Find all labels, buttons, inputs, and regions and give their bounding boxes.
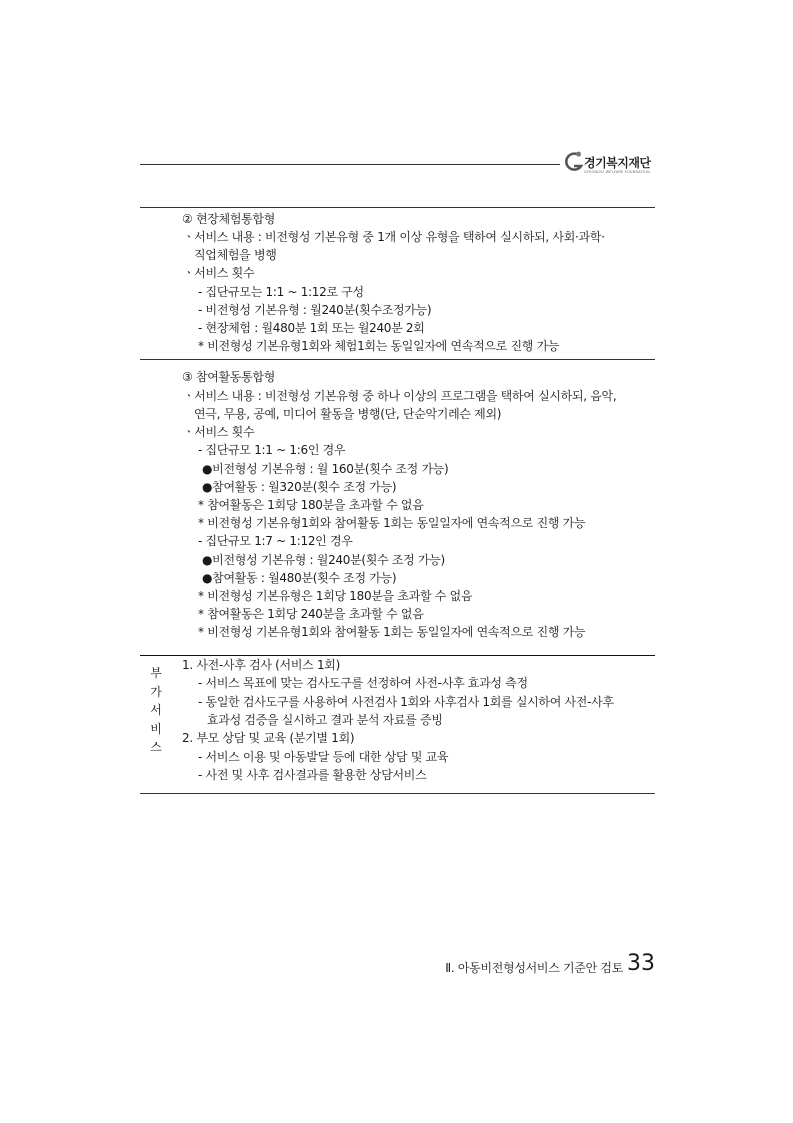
dash-line: - 집단규모는 1:1 ~ 1:12로 구성 — [198, 285, 364, 299]
section-additional-services — [140, 656, 655, 793]
numbered-line: 1. 사전-사후 검사 (서비스 1회) — [182, 658, 340, 672]
note-line: * 참여활동은 1회당 240분을 초과할 수 없음 — [198, 607, 424, 621]
dot-line: ●참여활동 : 월320분(횟수 조정 가능) — [202, 480, 397, 494]
dash-line: - 집단규모 1:1 ~ 1:6인 경우 — [198, 443, 346, 457]
foundation-logo-icon — [562, 150, 584, 176]
section-participation — [140, 360, 655, 655]
dot-line: ●비전형성 기본유형 : 월 160분(횟수 조정 가능) — [202, 462, 449, 476]
foundation-logo — [560, 150, 660, 180]
org-name: 경기복지재단 — [584, 156, 651, 170]
note-line: * 비전형성 기본유형1회와 참여활동 1회는 동일일자에 연속적으로 진행 가능 — [198, 625, 586, 639]
dot-line: ●참여활동 : 월480분(횟수 조정 가능) — [202, 571, 397, 585]
continuation-line: 직업체험을 병행 — [194, 248, 277, 262]
note-line: * 비전형성 기본유형1회와 참여활동 1회는 동일일자에 연속적으로 진행 가능 — [198, 516, 586, 530]
bullet-line: ㆍ서비스 내용 : 비전형성 기본유형 중 하나 이상의 프로그램을 택하여 실시하되, 음악, — [183, 389, 617, 403]
note-line: * 비전형성 기본유형1회와 체험1회는 동일일자에 연속적으로 진행 가능 — [198, 339, 560, 353]
dash-line: - 사전 및 사후 검사결과를 활용한 상담서비스 — [198, 768, 427, 782]
dash-line: - 현장체험 : 월480분 1회 또는 월240분 2회 — [198, 321, 425, 335]
section-field-experience — [140, 208, 655, 359]
bullet-line: ㆍ서비스 횟수 — [183, 266, 255, 280]
continuation-line: 연극, 무용, 공예, 미디어 활동을 병행(단, 단순악기레슨 제외) — [194, 407, 502, 421]
additional-services-label: 부 가 서 비 스 — [150, 666, 162, 754]
org-name-en: GYEONGGI WELFARE FOUNDATION — [584, 170, 650, 174]
dot-line: ●비전형성 기본유형 : 월240분(횟수 조정 가능) — [202, 553, 445, 567]
dash-line: - 집단규모 1:7 ~ 1:12인 경우 — [198, 534, 353, 548]
dash-line: - 서비스 이용 및 아동발달 등에 대한 상담 및 교육 — [198, 750, 449, 764]
header-rule — [140, 164, 560, 165]
service-table — [140, 207, 655, 794]
note-line: * 참여활동은 1회당 180분을 초과할 수 없음 — [198, 498, 424, 512]
dash-line: - 비전형성 기본유형 : 월240분(횟수조정가능) — [198, 303, 432, 317]
dash-line: - 동일한 검사도구를 사용하여 사전검사 1회와 사후검사 1회를 실시하여 사전-사후 — [198, 695, 614, 709]
section-title: ② 현장체험통합형 — [182, 212, 276, 226]
page-footer — [440, 950, 655, 980]
dash-line: - 서비스 목표에 맞는 검사도구를 선정하여 사전-사후 효과성 측정 — [198, 676, 528, 690]
chapter-title: Ⅱ. 아동비전형성서비스 기준안 검토 — [445, 961, 623, 975]
bullet-line: ㆍ서비스 내용 : 비전형성 기본유형 중 1개 이상 유형을 택하여 실시하되, 사회·과학· — [183, 230, 605, 244]
bullet-line: ㆍ서비스 횟수 — [183, 425, 255, 439]
continuation-line: 효과성 검증을 실시하고 결과 분석 자료를 증빙 — [207, 713, 443, 727]
table-bottom-rule — [140, 793, 655, 794]
page-number: 33 — [627, 951, 655, 976]
section-title: ③ 참여활동통합형 — [182, 370, 276, 384]
numbered-line: 2. 부모 상담 및 교육 (분기별 1회) — [182, 731, 355, 745]
note-line: * 비전형성 기본유형은 1회당 180분을 초과할 수 없음 — [198, 589, 473, 603]
